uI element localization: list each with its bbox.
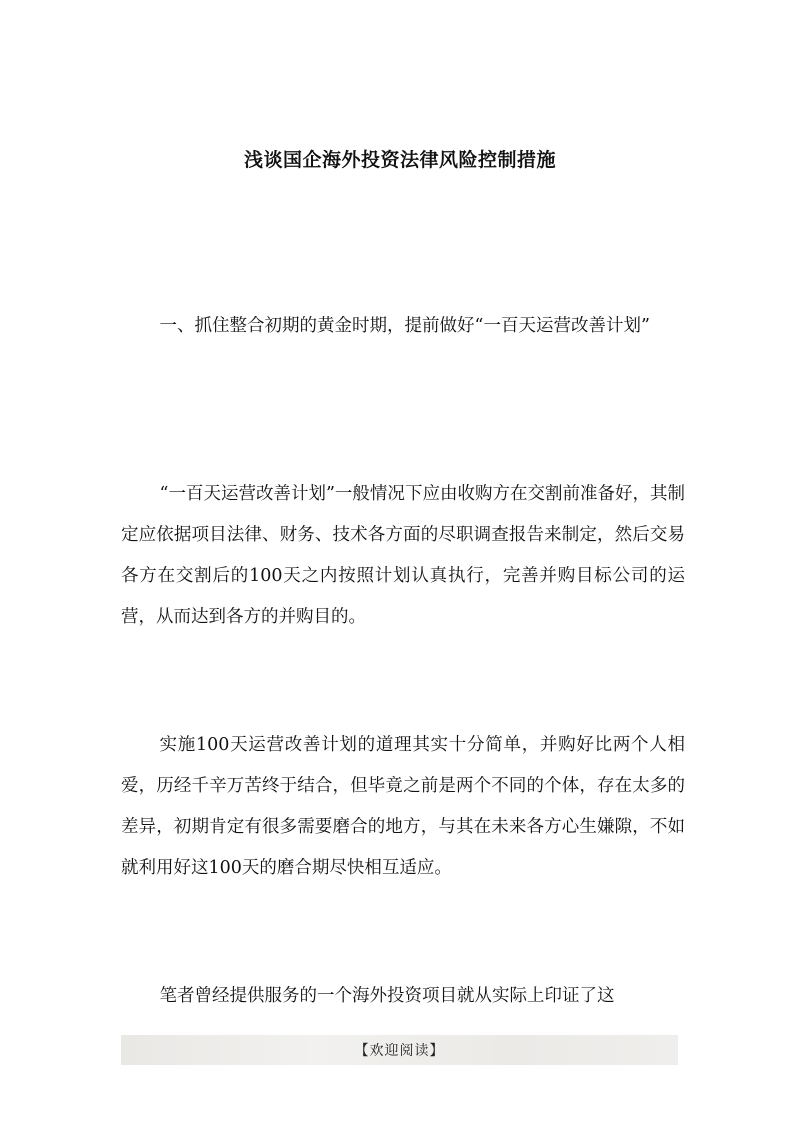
document-title: 浅谈国企海外投资法律风险控制措施 <box>243 149 556 171</box>
body-paragraph-1: “一百天运营改善计划”一般情况下应由收购方在交割前准备好，其制定应依据项目法律、财务、技术各方面的尽职调查报告来制定，然后交易各方在交割后的100天之内按照计划认真执行，完善并购目标公司的运营，从而达到各方的并购目的。 <box>121 484 685 627</box>
footer-banner <box>121 1035 678 1065</box>
body-paragraph-2: 实施100天运营改善计划的道理其实十分简单，并购好比两个人相爱，历经千辛万苦终于结合，但毕竟之前是两个不同的个体，存在太多的差异，初期肯定有很多需要磨合的地方，与其在未来各方心生嫌隙，不如就利用好这100天的磨合期尽快相互适应。 <box>121 735 685 878</box>
body-paragraph-3: 笔者曾经提供服务的一个海外投资项目就从实际上印证了这 <box>159 986 615 1006</box>
footer-banner-text: 【欢迎阅读】 <box>354 1043 445 1059</box>
section-heading: 一、抓住整合初期的黄金时期，提前做好“一百天运营改善计划” <box>159 316 650 336</box>
